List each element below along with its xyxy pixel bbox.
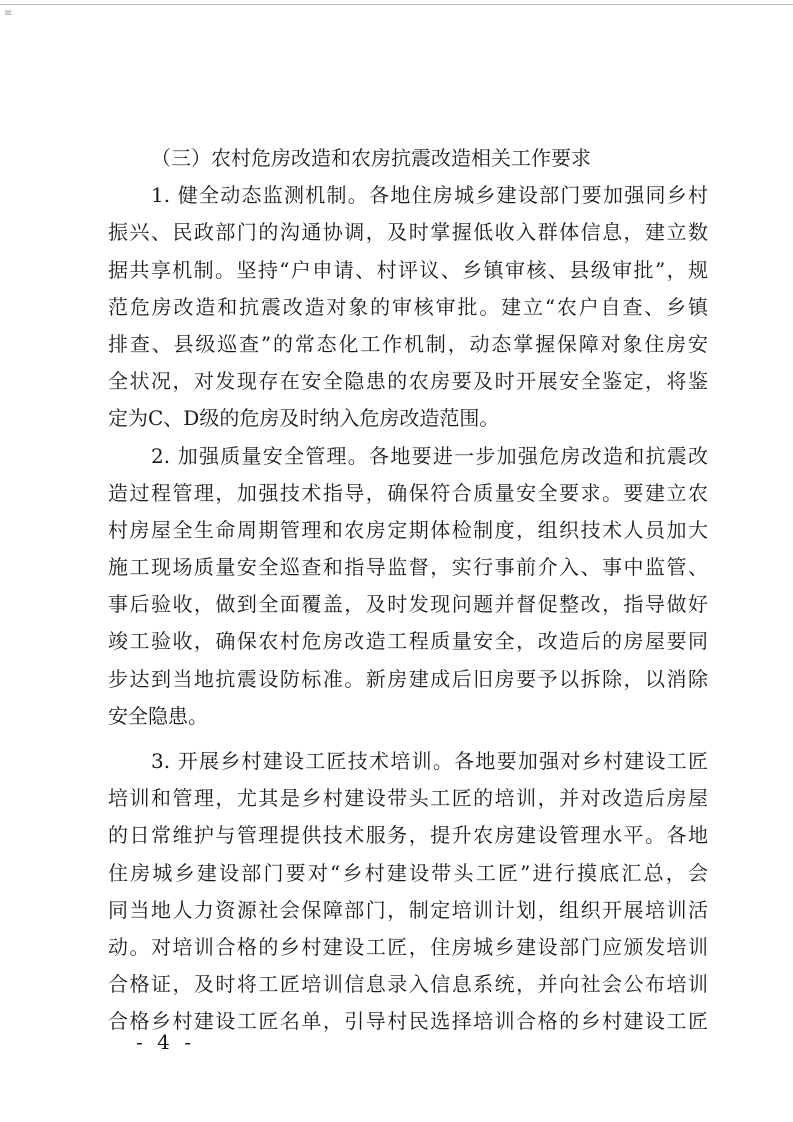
paragraph-line: 住房城乡建设部门要对“乡村建设带头工匠”进行摸底汇总，会 xyxy=(108,860,708,885)
top-scan-edge xyxy=(0,4,793,5)
document-body xyxy=(108,140,708,1041)
paragraph-line: 竣工验收，确保农村危房改造工程质量安全，改造后的房屋要同 xyxy=(108,629,708,654)
paragraph-line: 范危房改造和抗震改造对象的审核审批。建立“农户自查、乡镇 xyxy=(108,294,708,319)
paragraph-line: 排查、县级巡查”的常态化工作机制，动态掌握保障对象住房安 xyxy=(108,331,708,356)
paragraph-line: 合格证，及时将工匠培训信息录入信息系统，并向社会公布培训 xyxy=(108,972,708,997)
paragraph-line: 1. 健全动态监测机制。各地住房城乡建设部门要加强同乡村 xyxy=(151,183,708,208)
paragraph-line: 据共享机制。坚持“户申请、村评议、乡镇审核、县级审批”，规 xyxy=(108,257,708,282)
paragraph-line: 动。对培训合格的乡村建设工匠，住房城乡建设部门应颁发培训 xyxy=(108,934,708,959)
paragraph-line: 造过程管理，加强技术指导，确保符合质量安全要求。要建立农 xyxy=(108,480,708,505)
paragraph-line: 施工现场质量安全巡查和指导监督，实行事前介入、事中监管、 xyxy=(108,555,708,580)
paragraph-line: 2. 加强质量安全管理。各地要进一步加强危房改造和抗震改 xyxy=(151,443,708,468)
paragraph-line: 步达到当地抗震设防标准。新房建成后旧房要予以拆除，以消除 xyxy=(108,666,708,691)
corner-mark: ≡ xyxy=(4,8,13,19)
paragraph-monitoring xyxy=(108,177,708,437)
paragraph-line: 合格乡村建设工匠名单，引导村民选择培训合格的乡村建设工匠 xyxy=(108,1009,708,1034)
page-number: - 4 - xyxy=(136,1030,195,1054)
paragraph-gap xyxy=(108,735,708,743)
paragraph-line: 定为C、D级的危房及时纳入危房改造范围。 xyxy=(108,406,500,431)
paragraph-training xyxy=(108,743,708,1041)
section-heading: （三）农村危房改造和农房抗震改造相关工作要求 xyxy=(151,146,591,170)
paragraph-line: 3. 开展乡村建设工匠技术培训。各地要加强对乡村建设工匠 xyxy=(151,749,708,773)
paragraph-line: 安全隐患。 xyxy=(108,703,208,728)
paragraph-quality xyxy=(108,438,708,736)
paragraph-line: 全状况，对发现存在安全隐患的农房要及时开展安全鉴定，将鉴 xyxy=(108,369,708,394)
paragraph-line: 培训和管理，尤其是乡村建设带头工匠的培训，并对改造后房屋 xyxy=(108,786,708,811)
paragraph-line: 振兴、民政部门的沟通协调，及时掌握低收入群体信息，建立数 xyxy=(108,220,708,245)
paragraph-line: 同当地人力资源社会保障部门，制定培训计划，组织开展培训活 xyxy=(108,897,708,922)
paragraph-line: 事后验收，做到全面覆盖，及时发现问题并督促整改，指导做好 xyxy=(108,592,708,617)
paragraph-line: 的日常维护与管理提供技术服务，提升农房建设管理水平。各地 xyxy=(108,823,708,848)
paragraph-line: 村房屋全生命周期管理和农房定期体检制度，组织技术人员加大 xyxy=(108,517,708,542)
